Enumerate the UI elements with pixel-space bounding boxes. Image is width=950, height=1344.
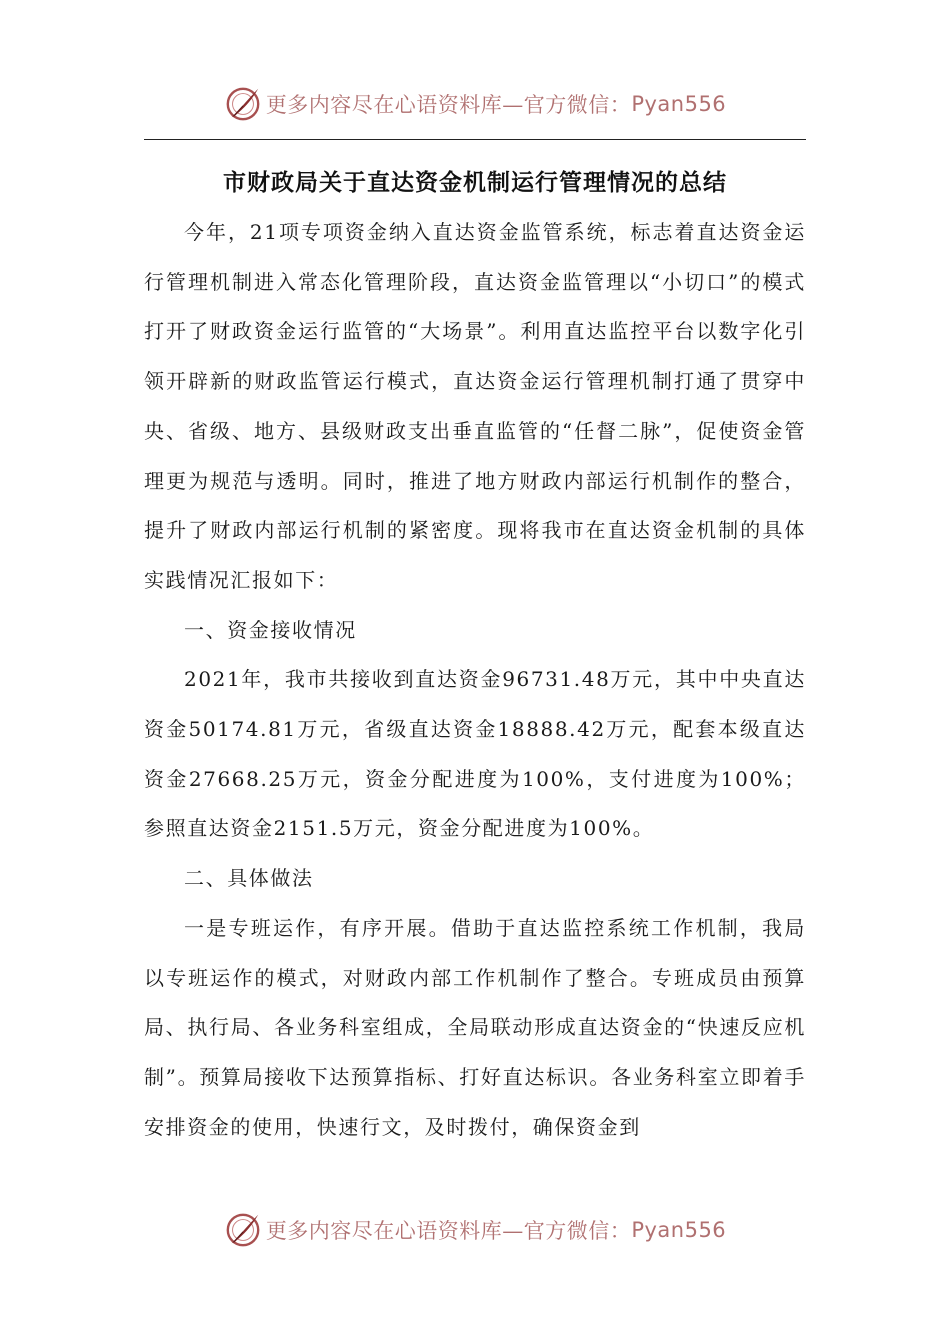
feather-pen-seal-icon	[224, 1211, 262, 1249]
body-paragraph-practice-one: 一是专班运作，有序开展。借助于直达监控系统工作机制，我局以专班运作的模式，对财政内部工作机制作了整合。专班成员由预算局、执行局、各业务科室组成，全局联动形成直达资金的“快速反应机制”。预算局接收下达预算指标、打好直达标识。各业务科室立即着手安排资金的使用，快速行文，及时拨付，确保资金到	[144, 915, 806, 1139]
header-divider	[144, 139, 806, 140]
feather-pen-seal-icon	[224, 85, 262, 123]
watermark-wechat-id: Pyan556	[631, 92, 727, 116]
body-paragraph-intro: 今年，21项专项资金纳入直达资金监管系统，标志着直达资金运行管理机制进入常态化管理阶段，直达资金监管理以“小切口”的模式打开了财政资金运行监管的“大场景”。利用直达监控平台以数字化引领开辟新的财政监管运行模式，直达资金运行管理机制打通了贯穿中央、省级、地方、县级财政支出垂直监管的“任督二脉”，促使资金管理更为规范与透明。同时，推进了地方财政内部运行机制作的整合，提升了财政内部运行机制的紧密度。现将我市在直达资金机制的具体实践情况汇报如下：	[144, 220, 806, 592]
watermark-wechat-id: Pyan556	[631, 1218, 727, 1242]
document-title: 市财政局关于直达资金机制运行管理情况的总结	[223, 170, 727, 196]
header-watermark-banner	[0, 84, 950, 124]
watermark-text: 更多内容尽在心语资料库—官方微信：	[265, 1219, 632, 1243]
section-heading-fund-receipt: 一、资金接收情况	[184, 617, 357, 642]
body-paragraph-fund-receipt: 2021年，我市共接收到直达资金96731.48万元，其中中央直达资金50174.81万元，省级直达资金18888.42万元，配套本级直达资金27668.25万元，资金分配进度为100%，支付进度为100%；参照直达资金2151.5万元，资金分配进度为100%。	[144, 667, 806, 841]
document-body	[144, 208, 806, 1152]
footer-watermark-banner	[0, 1210, 950, 1250]
watermark-text: 更多内容尽在心语资料库—官方微信：	[265, 93, 632, 117]
section-heading-practices: 二、具体做法	[184, 866, 314, 891]
